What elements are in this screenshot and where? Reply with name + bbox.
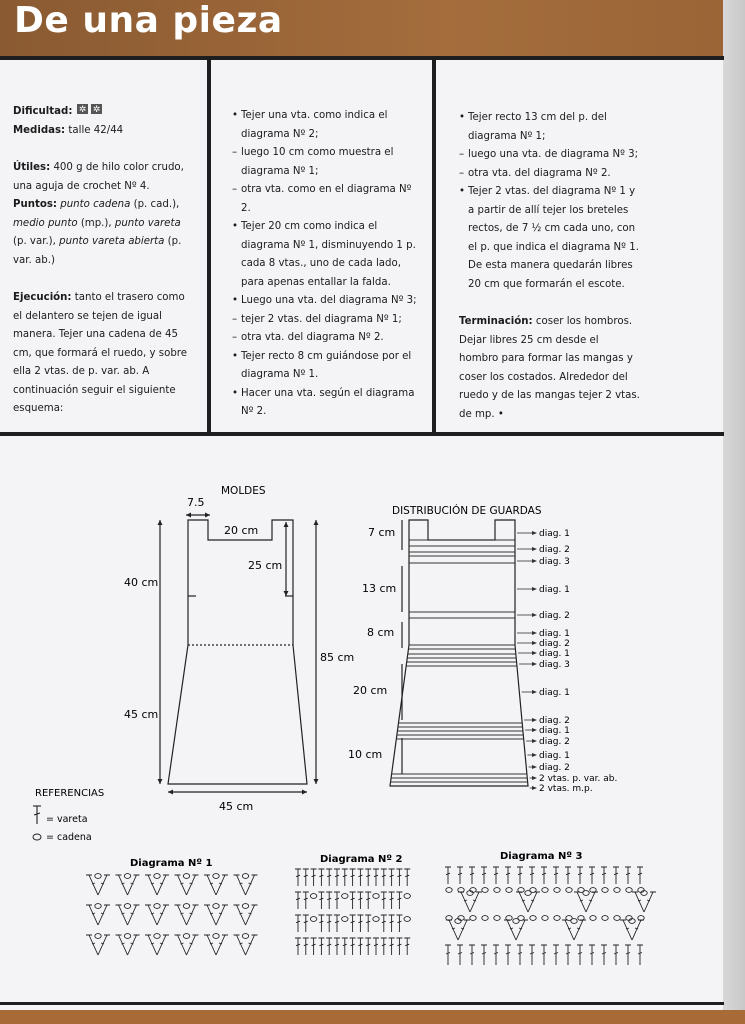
item-marker: • — [232, 110, 239, 121]
ejecucion-value: tanto el trasero como el delantero se tejen de igual manera. Tejer una cadena de 45 cm, que formará el ruedo, y sobre ella 2 vtas. de p. var. ab. A continuación seguir el siguiente esquema: — [13, 292, 188, 414]
item-text: Tejer 20 cm como indica el diagrama Nº 1, disminuyendo 1 p. cada 8 vtas., uno de cada lado, para apenas entallar la falda. — [241, 221, 416, 288]
diagrama-3-title: Diagrama Nº 3 — [500, 851, 583, 862]
guarda-label — [517, 557, 570, 567]
item-text: otra vta. del diagrama Nº 2. — [468, 167, 611, 179]
instruction-item — [232, 144, 418, 181]
item-text: Tejer una vta. como indica el diagrama Nº 2; — [241, 110, 388, 140]
item-text: Tejer recto 13 cm del p. del diagrama Nº 1; — [468, 112, 607, 142]
seg-13: 13 cm — [362, 582, 397, 595]
guarda-label — [529, 763, 570, 773]
divider-top — [0, 56, 724, 60]
instruction-item — [232, 348, 418, 385]
guardas-outline — [390, 520, 528, 786]
medidas-value: talle 42/44 — [68, 124, 124, 136]
guarda-label-text: diag. 2 — [539, 763, 570, 773]
guarda-label-text: diag. 2 — [539, 737, 570, 747]
guarda-label — [530, 774, 618, 784]
guarda-label-text: diag. 1 — [539, 629, 570, 639]
item-marker: • — [232, 387, 239, 399]
guarda-label-text: diag. 1 — [539, 726, 570, 736]
distribucion-title: DISTRIBUCIÓN DE GUARDAS — [392, 505, 542, 517]
punto-4-abbr: (p. var. ab.) — [13, 236, 182, 266]
terminacion-label: Terminación: — [459, 316, 533, 327]
vareta-label: = vareta — [46, 814, 88, 825]
instruction-item — [232, 385, 418, 422]
guarda-label — [517, 585, 570, 595]
item-text: luego 10 cm como muestra el diagrama Nº 1; — [241, 147, 394, 177]
instruction-item — [232, 329, 418, 348]
divider-col1 — [207, 58, 211, 434]
utiles-label: Útiles: — [13, 162, 51, 173]
dim-bodice: 40 cm — [124, 576, 159, 589]
diagrama-1-title: Diagrama Nº 1 — [130, 858, 213, 869]
terminacion-value: coser los hombros. Dejar libres 25 cm desde el hombro para formar las mangas y coser los costados. Alrededor del ruedo y de las mangas tejer 2 vtas. de mp. • — [459, 316, 640, 420]
moldes-title: MOLDES — [221, 485, 266, 497]
item-marker: – — [232, 184, 238, 195]
cadena-icon — [33, 834, 41, 840]
diagrama-3-chart — [445, 867, 656, 965]
vareta-icon — [33, 806, 41, 824]
cadena-label: = cadena — [46, 832, 92, 843]
item-text: luego una vta. de diagrama Nº 3; — [468, 149, 639, 160]
seg-10: 10 cm — [348, 748, 383, 761]
diagrama-2-title: Diagrama Nº 2 — [320, 854, 403, 865]
guarda-label-text: diag. 3 — [539, 557, 570, 567]
page-title: De una pieza — [14, 0, 283, 41]
dificultad-label: Dificultad: — [13, 106, 73, 117]
item-text: Tejer 2 vtas. del diagrama Nº 1 y a partir de allí tejer los breteles rectos, de 7 ½ cm cada uno, con el p. que indica el diagrama Nº 1. De esta manera quedarán libres 20 cm que formarán el escote. — [468, 186, 639, 290]
item-text: otra vta. como en el diagrama Nº 2. — [241, 184, 412, 214]
dim-skirt: 45 cm — [124, 708, 159, 721]
seg-7: 7 cm — [368, 526, 396, 539]
punto-4: punto vareta abierta — [59, 236, 165, 247]
guarda-label-text: diag. 2 — [539, 545, 570, 555]
guarda-label — [517, 611, 570, 621]
punto-1-abbr: (p. cad.), — [130, 199, 180, 210]
referencias-title: REFERENCIAS — [35, 788, 105, 799]
instruction-item — [232, 181, 418, 218]
guarda-label-text: diag. 1 — [539, 751, 570, 761]
punto-1: punto cadena — [60, 199, 131, 210]
guarda-label — [517, 639, 570, 649]
utiles-value: 400 g de hilo color crudo, una aguja de crochet Nº 4. — [13, 162, 184, 192]
item-text: Tejer recto 8 cm guiándose por el diagrama Nº 1. — [241, 350, 412, 380]
guarda-label — [526, 737, 570, 747]
guarda-label-text: 2 vtas. m.p. — [539, 784, 593, 794]
item-marker: – — [232, 332, 238, 343]
item-marker: • — [232, 295, 239, 306]
divider-bottom — [0, 1002, 724, 1005]
puntos-label: Puntos: — [13, 199, 57, 210]
instruction-item — [232, 311, 418, 330]
guarda-label-text: diag. 2 — [539, 611, 570, 621]
item-marker: • — [459, 112, 466, 123]
guarda-label — [517, 529, 570, 539]
instruction-item — [232, 292, 418, 311]
column-3 — [459, 109, 641, 424]
guarda-label-text: 2 vtas. p. var. ab. — [539, 774, 618, 784]
diagram-area — [0, 436, 724, 1002]
ejecucion-label: Ejecución: — [13, 292, 72, 303]
dim-bottom: 45 cm — [219, 800, 254, 813]
seg-20: 20 cm — [353, 684, 388, 697]
item-marker: • — [459, 186, 466, 197]
punto-3-abbr: (p. var.), — [13, 236, 60, 247]
punto-3: punto vareta — [114, 217, 181, 229]
item-marker: – — [459, 167, 465, 179]
instruction-item — [459, 183, 641, 294]
guarda-label — [518, 649, 570, 659]
header-bar — [0, 0, 745, 56]
guarda-label — [524, 716, 570, 726]
guarda-label-text: diag. 1 — [539, 529, 570, 539]
instruction-item — [232, 107, 418, 144]
punto-2: medio punto — [13, 217, 78, 229]
bottom-bar — [0, 1010, 745, 1024]
medidas-label: Medidas: — [13, 124, 66, 136]
instruction-item — [459, 109, 641, 146]
guarda-label-text: diag. 1 — [539, 688, 570, 698]
instruction-item — [232, 218, 418, 292]
dim-neck: 20 cm — [224, 524, 259, 537]
item-marker: – — [232, 147, 238, 158]
guarda-label-text: diag. 2 — [539, 639, 570, 649]
dim-strap: 7.5 — [187, 496, 205, 509]
punto-2-abbr: (mp.), — [77, 217, 115, 229]
guarda-label — [517, 629, 570, 639]
item-text: otra vta. del diagrama Nº 2. — [241, 332, 384, 343]
svg-text:✲: ✲ — [78, 105, 86, 115]
guarda-label-text: diag. 1 — [539, 585, 570, 595]
seg-8: 8 cm — [367, 626, 395, 639]
guarda-label — [530, 784, 593, 794]
item-text: tejer 2 vtas. del diagrama Nº 1; — [241, 313, 402, 325]
diagrama-2-chart — [295, 869, 410, 955]
guarda-label — [525, 726, 570, 736]
instruction-item — [459, 146, 641, 165]
item-text: Hacer una vta. según el diagrama Nº 2. — [241, 387, 415, 417]
item-marker: • — [232, 221, 239, 232]
instruction-item — [459, 165, 641, 184]
svg-text:✲: ✲ — [92, 105, 100, 115]
guarda-label-text: diag. 2 — [539, 716, 570, 726]
page-edge — [723, 0, 745, 1024]
difficulty-icon — [76, 103, 104, 115]
divider-col2 — [432, 58, 436, 434]
guarda-label — [522, 688, 570, 698]
column-1 — [13, 103, 193, 419]
guarda-label-text: diag. 3 — [539, 660, 570, 670]
diagrama-1-chart — [86, 874, 258, 955]
guarda-label — [517, 545, 570, 555]
item-marker: – — [232, 313, 238, 325]
item-text: Luego una vta. del diagrama Nº 3; — [241, 295, 417, 306]
dim-total: 85 cm — [320, 651, 355, 664]
column-2 — [232, 107, 418, 422]
item-marker: – — [459, 149, 465, 160]
guarda-label — [519, 660, 570, 670]
guarda-label-text: diag. 1 — [539, 649, 570, 659]
item-marker: • — [232, 350, 239, 362]
dim-arm: 25 cm — [248, 559, 283, 572]
guarda-label — [527, 751, 569, 761]
